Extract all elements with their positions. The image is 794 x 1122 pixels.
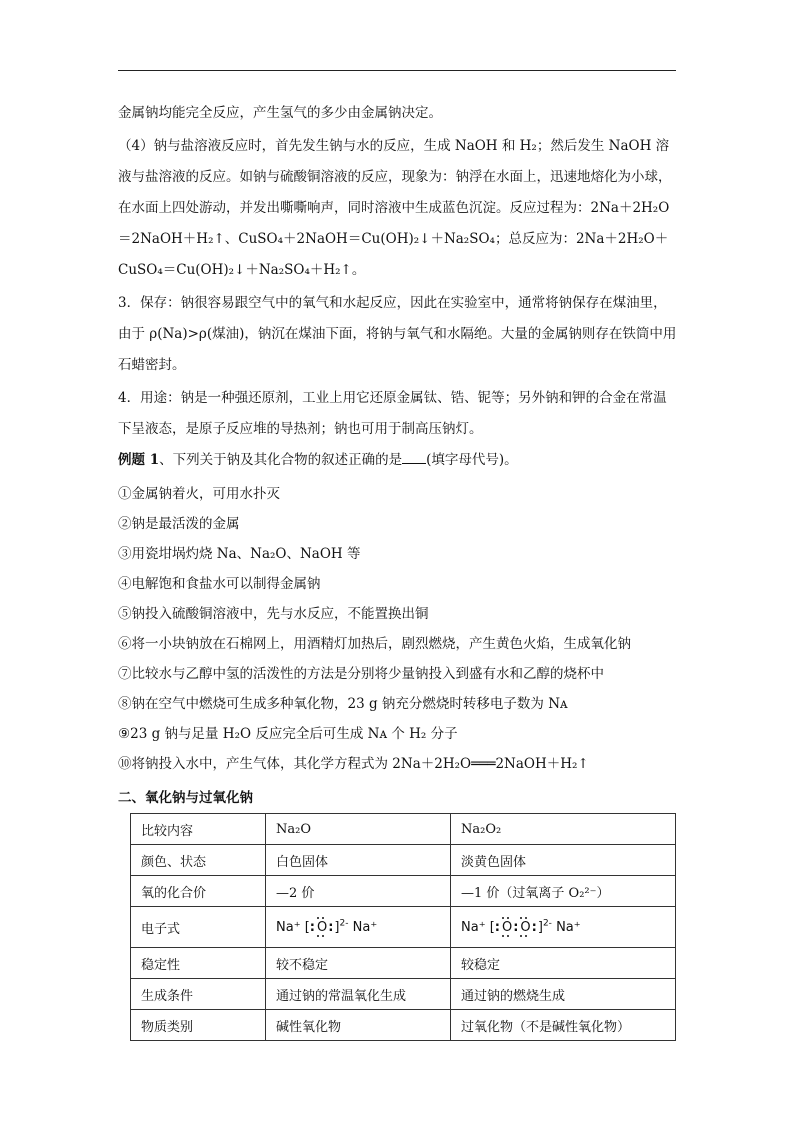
table-cell: 淡黄色固体 bbox=[451, 845, 676, 876]
table-cell: 颜色、状态 bbox=[131, 845, 266, 876]
formula-text: 2- bbox=[542, 918, 552, 929]
example-label: 例题 1 bbox=[118, 452, 160, 468]
document-body bbox=[118, 98, 678, 1041]
example-question bbox=[118, 445, 678, 475]
table-row bbox=[131, 1010, 676, 1041]
table-cell: —1 价（过氧离子 O₂²⁻） bbox=[451, 876, 676, 907]
table-cell: 通过钠的燃烧生成 bbox=[451, 979, 676, 1010]
table-header-row bbox=[131, 814, 676, 845]
table-cell: 碱性氧化物 bbox=[266, 1010, 451, 1041]
table-row bbox=[131, 845, 676, 876]
table-cell: 较稳定 bbox=[451, 948, 676, 979]
table-row bbox=[131, 948, 676, 979]
electron-formula-na2o: Na⁺ [:O:]$^{2-}$ Na⁺ bbox=[266, 907, 451, 948]
table-cell: 通过钠的常温氧化生成 bbox=[266, 979, 451, 1010]
example-question-text: 、下列关于钠及其化合物的叙述正确的是 bbox=[159, 452, 403, 468]
example-question-suffix: (填字母代号)。 bbox=[426, 452, 518, 468]
formula-text: 2- bbox=[339, 918, 349, 929]
formula-text: Na⁺ bbox=[352, 920, 378, 936]
option-list bbox=[118, 479, 678, 779]
list-item: ⑤钠投入硫酸铜溶液中，先与水反应，不能置换出铜 bbox=[118, 606, 429, 622]
header-rule bbox=[118, 70, 676, 71]
table-row bbox=[131, 876, 676, 907]
formula-text: Na⁺ bbox=[556, 920, 581, 936]
table-cell: 生成条件 bbox=[131, 979, 266, 1010]
formula-text: Na⁺ bbox=[276, 920, 301, 936]
table-cell: Na₂O bbox=[266, 814, 451, 845]
paragraph-sodium-complete: 金属钠均能完全反应，产生氢气的多少由金属钠决定。 bbox=[118, 105, 442, 121]
table-cell: 比较内容 bbox=[131, 814, 266, 845]
formula-text: Na⁺ bbox=[461, 920, 486, 936]
table-cell: 过氧化物（不是碱性氧化物） bbox=[451, 1010, 676, 1041]
list-item: ④电解饱和食盐水可以制得金属钠 bbox=[118, 576, 321, 592]
table-cell: 稳定性 bbox=[131, 948, 266, 979]
table-cell: 电子式 bbox=[131, 907, 266, 948]
list-item: ②钠是最活泼的金属 bbox=[118, 516, 240, 532]
table-cell: —2 价 bbox=[266, 876, 451, 907]
formula-text: O bbox=[316, 920, 328, 936]
table-cell: 较不稳定 bbox=[266, 948, 451, 979]
paragraph-uses: 4．用途：钠是一种强还原剂，工业上用它还原金属钛、锆、铌等；另外钠和钾的合金在常温下呈液态，是原子反应堆的导热剂；钠也可用于制高压钠灯。 bbox=[118, 390, 667, 437]
comparison-table bbox=[130, 813, 676, 1041]
table-cell: 氧的化合价 bbox=[131, 876, 266, 907]
list-item: ⑦比较水与乙醇中氢的活泼性的方法是分别将少量钠投入到盛有水和乙醇的烧杯中 bbox=[118, 666, 604, 682]
list-item: ⑥将一小块钠放在石棉网上，用酒精灯加热后，剧烈燃烧，产生黄色火焰，生成氧化钠 bbox=[118, 636, 631, 652]
table-row bbox=[131, 907, 676, 948]
section-title: 二、氧化钠与过氧化钠 bbox=[118, 790, 253, 806]
answer-blank bbox=[402, 451, 426, 464]
list-item: ⑩将钠投入水中，产生气体，其化学方程式为 2Na＋2H₂O═══2NaOH＋H₂↑ bbox=[118, 756, 589, 772]
formula-text: O bbox=[501, 920, 513, 936]
list-item: ①金属钠着火，可用水扑灭 bbox=[118, 486, 280, 502]
paragraph-salt-solution: （4）钠与盐溶液反应时，首先发生钠与水的反应，生成 NaOH 和 H₂；然后发生 NaOH 溶液与盐溶液的反应。如钠与硫酸铜溶液的反应，现象为：钠浮在水面上，迅速地熔化为小球，在水面上四处游动，并发出嘶嘶响声，同时溶液中生成蓝色沉淀。反应过程为：2Na＋2H₂O＝2NaOH＋H₂↑、CuSO₄＋2NaOH＝Cu(OH)₂↓＋Na₂SO₄；总反应为：2Na＋2H₂O＋CuSO₄＝Cu(OH)₂↓＋Na₂SO₄＋H₂↑。 bbox=[118, 138, 672, 278]
table-cell: 白色固体 bbox=[266, 845, 451, 876]
list-item: ⑧钠在空气中燃烧可生成多种氧化物，23 g 钠充分燃烧时转移电子数为 Nᴀ bbox=[118, 696, 568, 712]
list-item: ③用瓷坩埚灼烧 Na、Na₂O、NaOH 等 bbox=[118, 546, 361, 562]
list-item: ⑨23 g 钠与足量 H₂O 反应完全后可生成 Nᴀ 个 H₂ 分子 bbox=[118, 726, 458, 742]
table-cell: Na₂O₂ bbox=[451, 814, 676, 845]
electron-formula-na2o2: Na⁺ [:O:O:]$^{2-}$ Na⁺ bbox=[451, 907, 676, 948]
table-row bbox=[131, 979, 676, 1010]
formula-text: O bbox=[520, 920, 531, 936]
table-cell: 物质类别 bbox=[131, 1010, 266, 1041]
paragraph-storage: 3．保存：钠很容易跟空气中的氧气和水起反应，因此在实验室中，通常将钠保存在煤油里，由于 ρ(Na)>ρ(煤油)，钠沉在煤油下面，将钠与氧气和水隔绝。大量的金属钠则存在铁筒中用石蜡密封。 bbox=[118, 295, 677, 373]
